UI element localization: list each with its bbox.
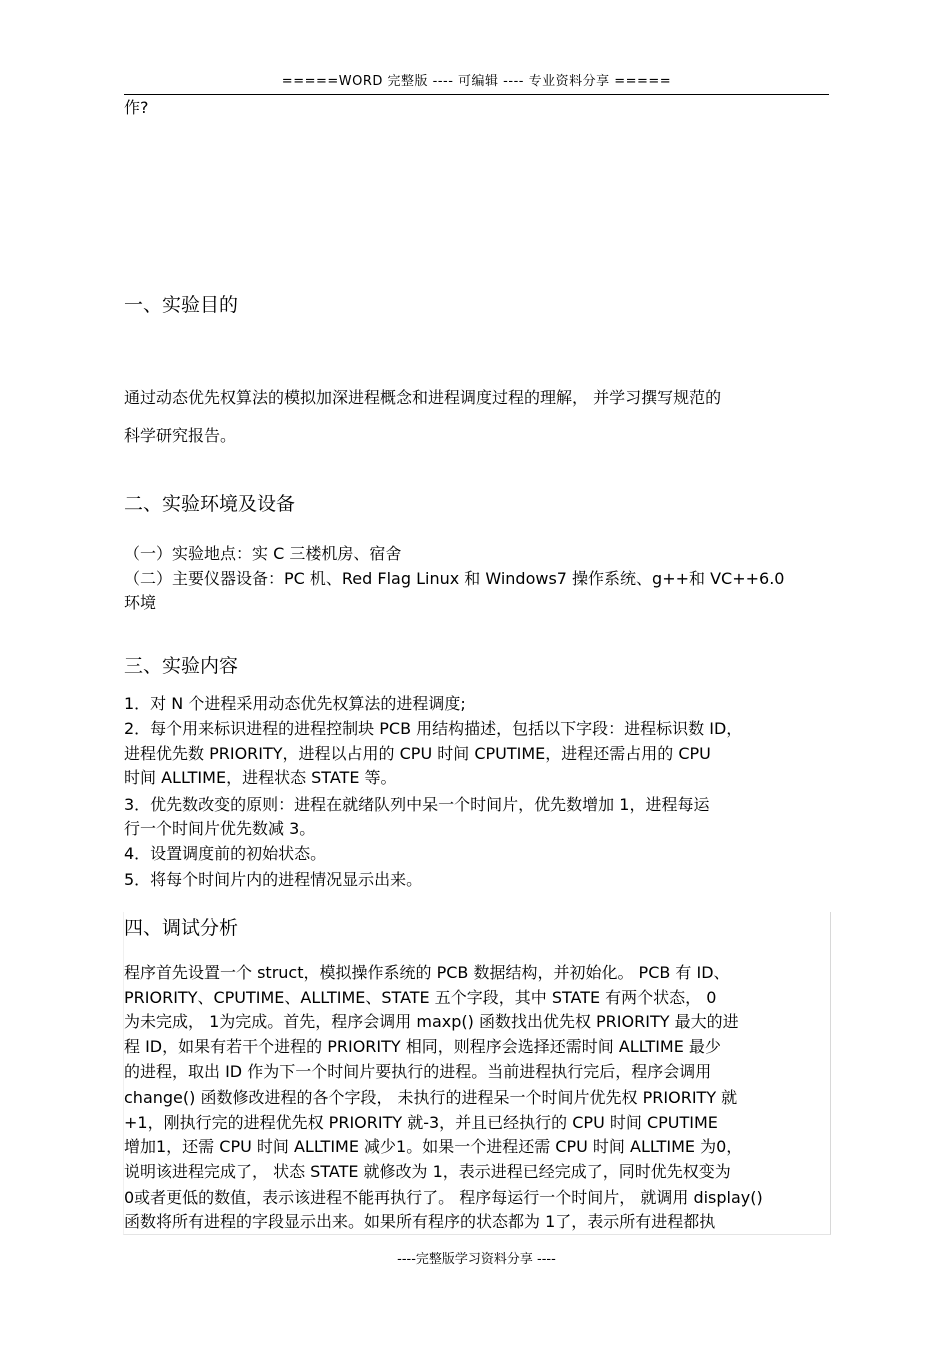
section-heading-analysis: 四、调试分析: [124, 917, 239, 939]
page-header: =====WORD 完整版 ---- 可编辑 ---- 专业资料分享 =====: [124, 72, 829, 95]
paragraph-line: 环境: [124, 593, 157, 612]
paragraph-line: 0或者更低的数值，表示该进程不能再执行了。 程序每运行一个时间片， 就调用 display(): [124, 1188, 763, 1207]
paragraph-line: 增加1，还需 CPU 时间 ALLTIME 减少1。如果一个进程还需 CPU 时间 ALLTIME 为0，: [124, 1137, 743, 1156]
list-item-line: 时间 ALLTIME，进程状态 STATE 等。: [124, 768, 397, 787]
paragraph-line: change() 函数修改进程的各个字段， 未执行的进程呆一个时间片优先权 PRIORITY 就: [124, 1088, 738, 1107]
paragraph-line: 函数将所有进程的字段显示出来。如果所有程序的状态都为 1了，表示所有进程都执: [124, 1212, 716, 1231]
list-item-line: 2．每个用来标识进程的进程控制块 PCB 用结构描述，包括以下字段：进程标识数 ID，: [124, 719, 743, 738]
paragraph-line: （一）实验地点：实 C 三楼机房、宿舍: [124, 544, 402, 563]
list-item-line: 5．将每个时间片内的进程情况显示出来。: [124, 870, 423, 889]
list-item-line: 1．对 N 个进程采用动态优先权算法的进程调度;: [124, 694, 466, 713]
paragraph-line: 为未完成， 1为完成。首先，程序会调用 maxp() 函数找出优先权 PRIORITY 最大的进: [124, 1012, 739, 1031]
list-item-line: 行一个时间片优先数减 3。: [124, 819, 316, 838]
paragraph-line: 程序首先设置一个 struct，模拟操作系统的 PCB 数据结构，并初始化。 PCB 有 ID、: [124, 963, 730, 982]
paragraph-line: PRIORITY、CPUTIME、ALLTIME、STATE 五个字段，其中 STATE 有两个状态， 0: [124, 988, 717, 1007]
paragraph-line: （二）主要仪器设备：PC 机、Red Flag Linux 和 Windows7 操作系统、g++和 VC++6.0: [124, 569, 785, 588]
list-item-line: 3．优先数改变的原则：进程在就绪队列中呆一个时间片，优先数增加 1，进程每运: [124, 795, 710, 814]
section-heading-content: 三、实验内容: [124, 655, 239, 677]
paragraph-line: 通过动态优先权算法的模拟加深进程概念和进程调度过程的理解， 并学习撰写规范的: [124, 388, 722, 407]
paragraph-line: 的进程，取出 ID 作为下一个时间片要执行的进程。当前进程执行完后，程序会调用: [124, 1062, 712, 1081]
page-footer: ----完整版学习资料分享 ----: [397, 1252, 556, 1267]
paragraph-line: +1，刚执行完的进程优先权 PRIORITY 就-3，并且已经执行的 CPU 时间 CPUTIME: [124, 1113, 718, 1132]
list-item-line: 4．设置调度前的初始状态。: [124, 844, 327, 863]
paragraph-line: 程 ID，如果有若干个进程的 PRIORITY 相同，则程序会选择还需时间 ALLTIME 最少: [124, 1037, 721, 1056]
list-item-line: 进程优先数 PRIORITY，进程以占用的 CPU 时间 CPUTIME，进程还需占用的 CPU: [124, 744, 711, 763]
section-heading-environment: 二、实验环境及设备: [124, 493, 296, 515]
paragraph-line: 科学研究报告。: [124, 426, 237, 445]
paragraph-line: 说明该进程完成了， 状态 STATE 就修改为 1，表示进程已经完成了，同时优先权变为: [124, 1162, 731, 1181]
top-fragment-text: 作?: [124, 98, 149, 117]
section-heading-purpose: 一、实验目的: [124, 294, 239, 316]
